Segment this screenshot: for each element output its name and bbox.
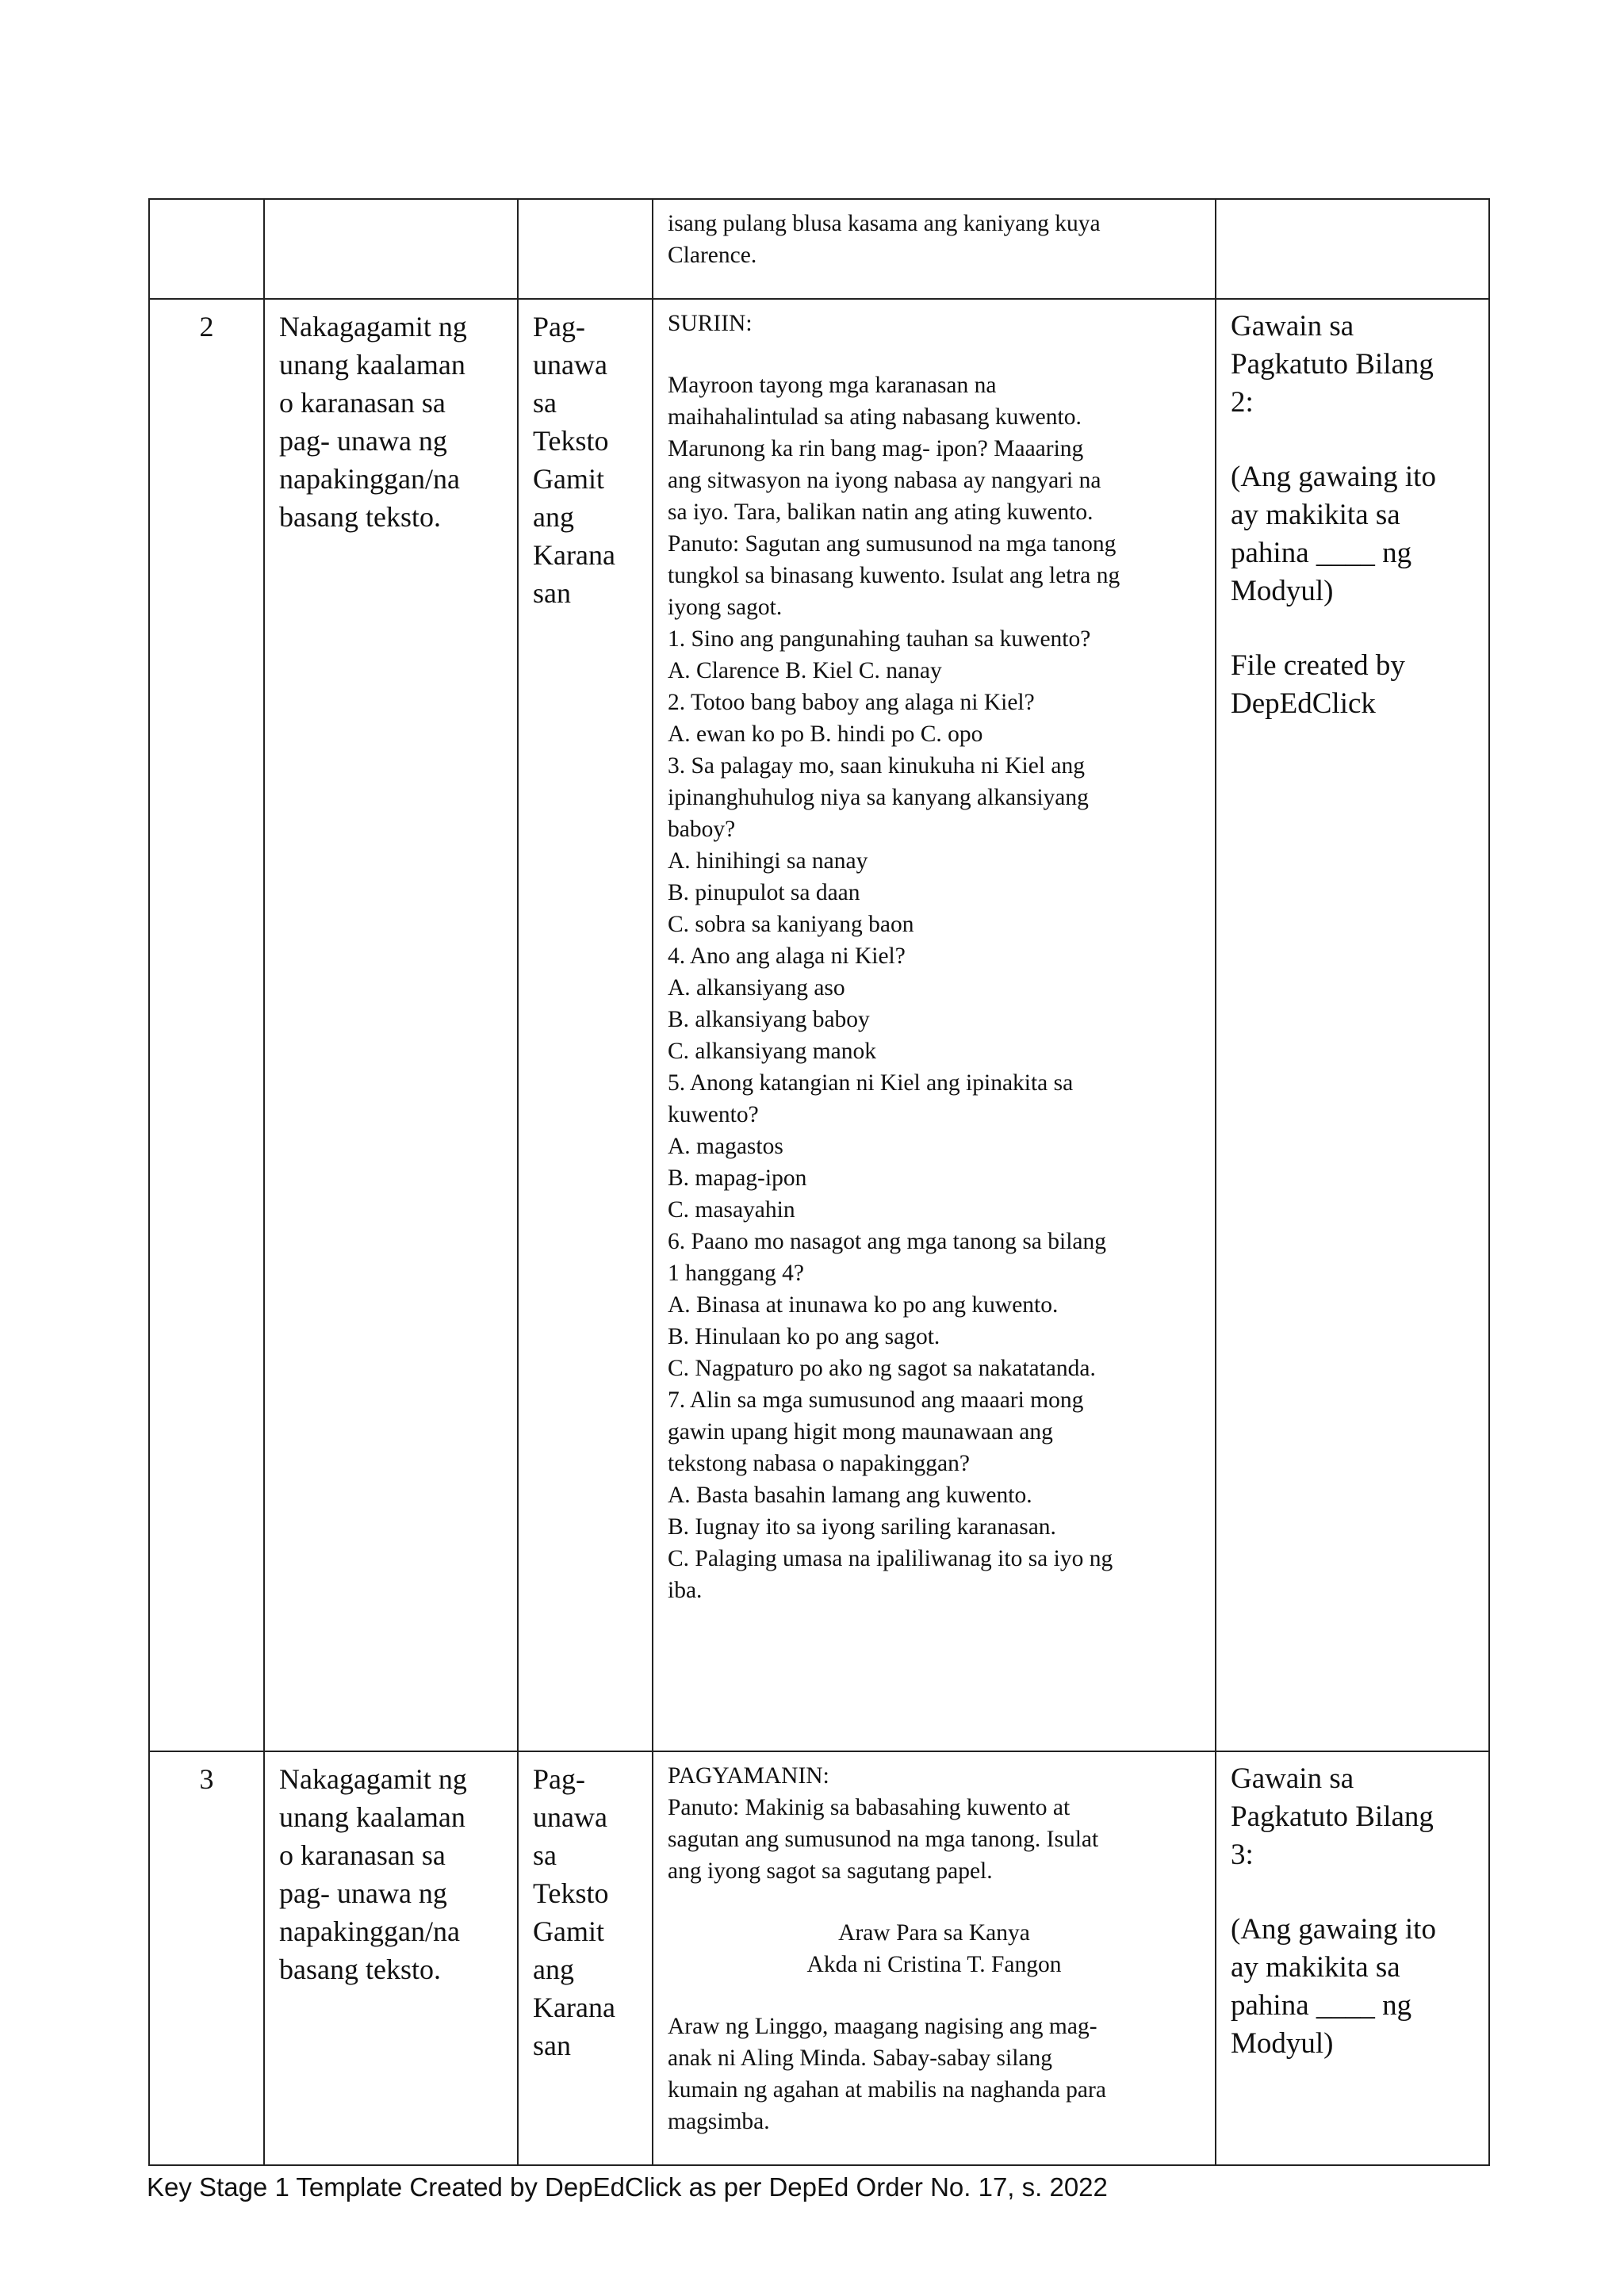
story-line: Araw ng Linggo, maagang nagising ang mag- [668,2014,1097,2039]
topic-line: san [533,577,571,609]
remarks-note-line: ay makikita sa [1231,499,1400,531]
activity-line: maihahalintulad sa ating nabasang kuwento. [668,404,1082,430]
topic-line: ang [533,501,574,533]
activity-line: B. Hinulaan ko po ang sagot. [668,1324,940,1349]
table-row-2 [149,299,1489,1751]
activity-line: A. Clarence B. Kiel C. nanay [668,658,942,683]
story-line: anak ni Aling Minda. Sabay-sabay silang [668,2045,1053,2071]
competency-line: o karanasan sa [279,1839,446,1871]
remarks-credit-line: File created by [1231,649,1405,682]
activity-line: C. Nagpaturo po ako ng sagot sa nakatatanda. [668,1356,1096,1381]
competency-line: pag- unawa ng [279,425,447,457]
remarks-note-line: (Ang gawaing ito [1231,461,1436,493]
competency-line: napakinggan/na [279,1915,460,1947]
activity-line: A. hinihingi sa nanay [668,848,868,874]
activity-line: B. Iugnay ito sa iyong sariling karanasan. [668,1514,1056,1540]
topic-line: ang [533,1954,574,1985]
competency-line: Nakagagamit ng [279,311,467,342]
activity-line: C. Palaging umasa na ipaliliwanag ito sa iyo ng [668,1546,1113,1571]
instruction-line: sagutan ang sumusunod na mga tanong. Isulat [668,1827,1099,1852]
topic-line: Teksto [533,1877,609,1909]
competency-line: napakinggan/na [279,463,460,495]
activity-line: Panuto: Sagutan ang sumusunod na mga tanong [668,531,1116,557]
activity-cell [653,199,1216,299]
activity-line: ipinanghuhulog niya sa kanyang alkansiyang [668,785,1089,810]
remarks-credit-line: DepEdClick [1231,687,1376,720]
activity-line: 6. Paano mo nasagot ang mga tanong sa bilang [668,1229,1107,1254]
activity-line: 7. Alin sa mga sumusunod ang maaari mong [668,1387,1084,1413]
topic-line: Karana [533,539,615,571]
activity-line: B. mapag-ipon [668,1165,807,1191]
remarks-note-line: ay makikita sa [1231,1951,1400,1984]
remarks-line: Pagkatuto Bilang [1231,348,1434,381]
competency-line: basang teksto. [279,1954,441,1985]
story-title: Araw Para sa Kanya [838,1920,1030,1946]
topic-cell [518,1751,653,2165]
competency-cell [264,199,518,299]
remarks-line: Gawain sa [1231,1762,1354,1795]
topic-line: Gamit [533,463,604,495]
activity-line: A. Binasa at inunawa ko po ang kuwento. [668,1292,1059,1318]
topic-line: Pag- [533,311,585,342]
activity-line: baboy? [668,817,736,842]
remarks-cell [1216,1751,1489,2165]
activity-body [668,369,1201,1606]
activity-line: tungkol sa binasang kuwento. Isulat ang letra ng [668,563,1120,588]
competency-line: basang teksto. [279,501,441,533]
activity-line: A. ewan ko po B. hindi po C. opo [668,721,983,747]
instruction-line: Panuto: Makinig sa babasahing kuwento at [668,1795,1071,1820]
topic-line: Gamit [533,1915,604,1947]
activity-line: isang pulang blusa kasama ang kaniyang kuya [668,211,1101,236]
activity-line: tekstong nabasa o napakinggan? [668,1451,970,1476]
competency-line: pag- unawa ng [279,1877,447,1909]
activity-line: 1. Sino ang pangunahing tauhan sa kuwento? [668,626,1091,652]
activity-heading: SURIIN: [668,311,753,336]
table-row-3 [149,1751,1489,2165]
activity-line: C. masayahin [668,1197,795,1223]
remarks-note-line: Modyul) [1231,575,1334,607]
number-cell [149,199,264,299]
activity-cell [653,1751,1216,2165]
remarks-cell [1216,199,1489,299]
activity-line: 1 hanggang 4? [668,1261,805,1286]
story-author: Akda ni Cristina T. Fangon [806,1952,1062,1977]
topic-line: unawa [533,1801,607,1833]
activity-line: sa iyo. Tara, balikan natin ang ating kuwento. [668,499,1094,525]
remarks-note-line: pahina ____ ng [1231,1989,1412,2022]
activity-line: iba. [668,1578,703,1603]
activity-line: gawin upang higit mong maunawaan ang [668,1419,1053,1445]
activity-line: A. Basta basahin lamang ang kuwento. [668,1483,1032,1508]
table-row-continued [149,199,1489,299]
topic-line: sa [533,387,557,419]
remarks-note-line: (Ang gawaing ito [1231,1913,1436,1946]
topic-cell [518,199,653,299]
topic-cell [518,299,653,1751]
activity-line: 2. Totoo bang baboy ang alaga ni Kiel? [668,690,1035,715]
lesson-plan-table [148,198,1490,2166]
competency-cell [264,1751,518,2165]
activity-line: Mayroon tayong mga karanasan na [668,373,997,398]
activity-line: iyong sagot. [668,595,783,620]
remarks-line: Gawain sa [1231,310,1354,342]
activity-line: A. magastos [668,1134,783,1159]
activity-line: B. pinupulot sa daan [668,880,860,905]
topic-line: san [533,2030,571,2061]
activity-line: 4. Ano ang alaga ni Kiel? [668,943,906,969]
competency-line: o karanasan sa [279,387,446,419]
competency-line: unang kaalaman [279,349,465,381]
story-line: kumain ng agahan at mabilis na naghanda para [668,2077,1106,2103]
remarks-line: 3: [1231,1839,1254,1871]
row-number: 3 [149,1751,264,2165]
remarks-cell [1216,299,1489,1751]
instruction-line: ang iyong sagot sa sagutang papel. [668,1858,993,1884]
topic-line: unawa [533,349,607,381]
activity-line: 5. Anong katangian ni Kiel ang ipinakita sa [668,1070,1074,1096]
activity-cell [653,299,1216,1751]
remarks-line: Pagkatuto Bilang [1231,1800,1434,1833]
remarks-line: 2: [1231,386,1254,419]
activity-line: ang sitwasyon na iyong nabasa ay nangyari na [668,468,1101,493]
competency-line: unang kaalaman [279,1801,465,1833]
activity-line: Clarence. [668,243,757,268]
activity-line: Marunong ka rin bang mag- ipon? Maaaring [668,436,1084,461]
page-footer: Key Stage 1 Template Created by DepEdClick as per DepEd Order No. 17, s. 2022 [147,2172,1108,2202]
row-number: 2 [149,299,264,1751]
activity-heading: PAGYAMANIN: [668,1763,829,1789]
activity-line: kuwento? [668,1102,759,1127]
topic-line: sa [533,1839,557,1871]
remarks-note-line: Modyul) [1231,2027,1334,2060]
topic-line: Karana [533,1992,615,2023]
topic-line: Teksto [533,425,609,457]
story-line: magsimba. [668,2109,770,2134]
activity-line: A. alkansiyang aso [668,975,845,1001]
activity-line: C. sobra sa kaniyang baon [668,912,914,937]
competency-line: Nakagagamit ng [279,1763,467,1795]
activity-line: B. alkansiyang baboy [668,1007,870,1032]
activity-line: C. alkansiyang manok [668,1039,876,1064]
activity-line: 3. Sa palagay mo, saan kinukuha ni Kiel ang [668,753,1085,779]
competency-cell [264,299,518,1751]
remarks-note-line: pahina ____ ng [1231,537,1412,569]
topic-line: Pag- [533,1763,585,1795]
